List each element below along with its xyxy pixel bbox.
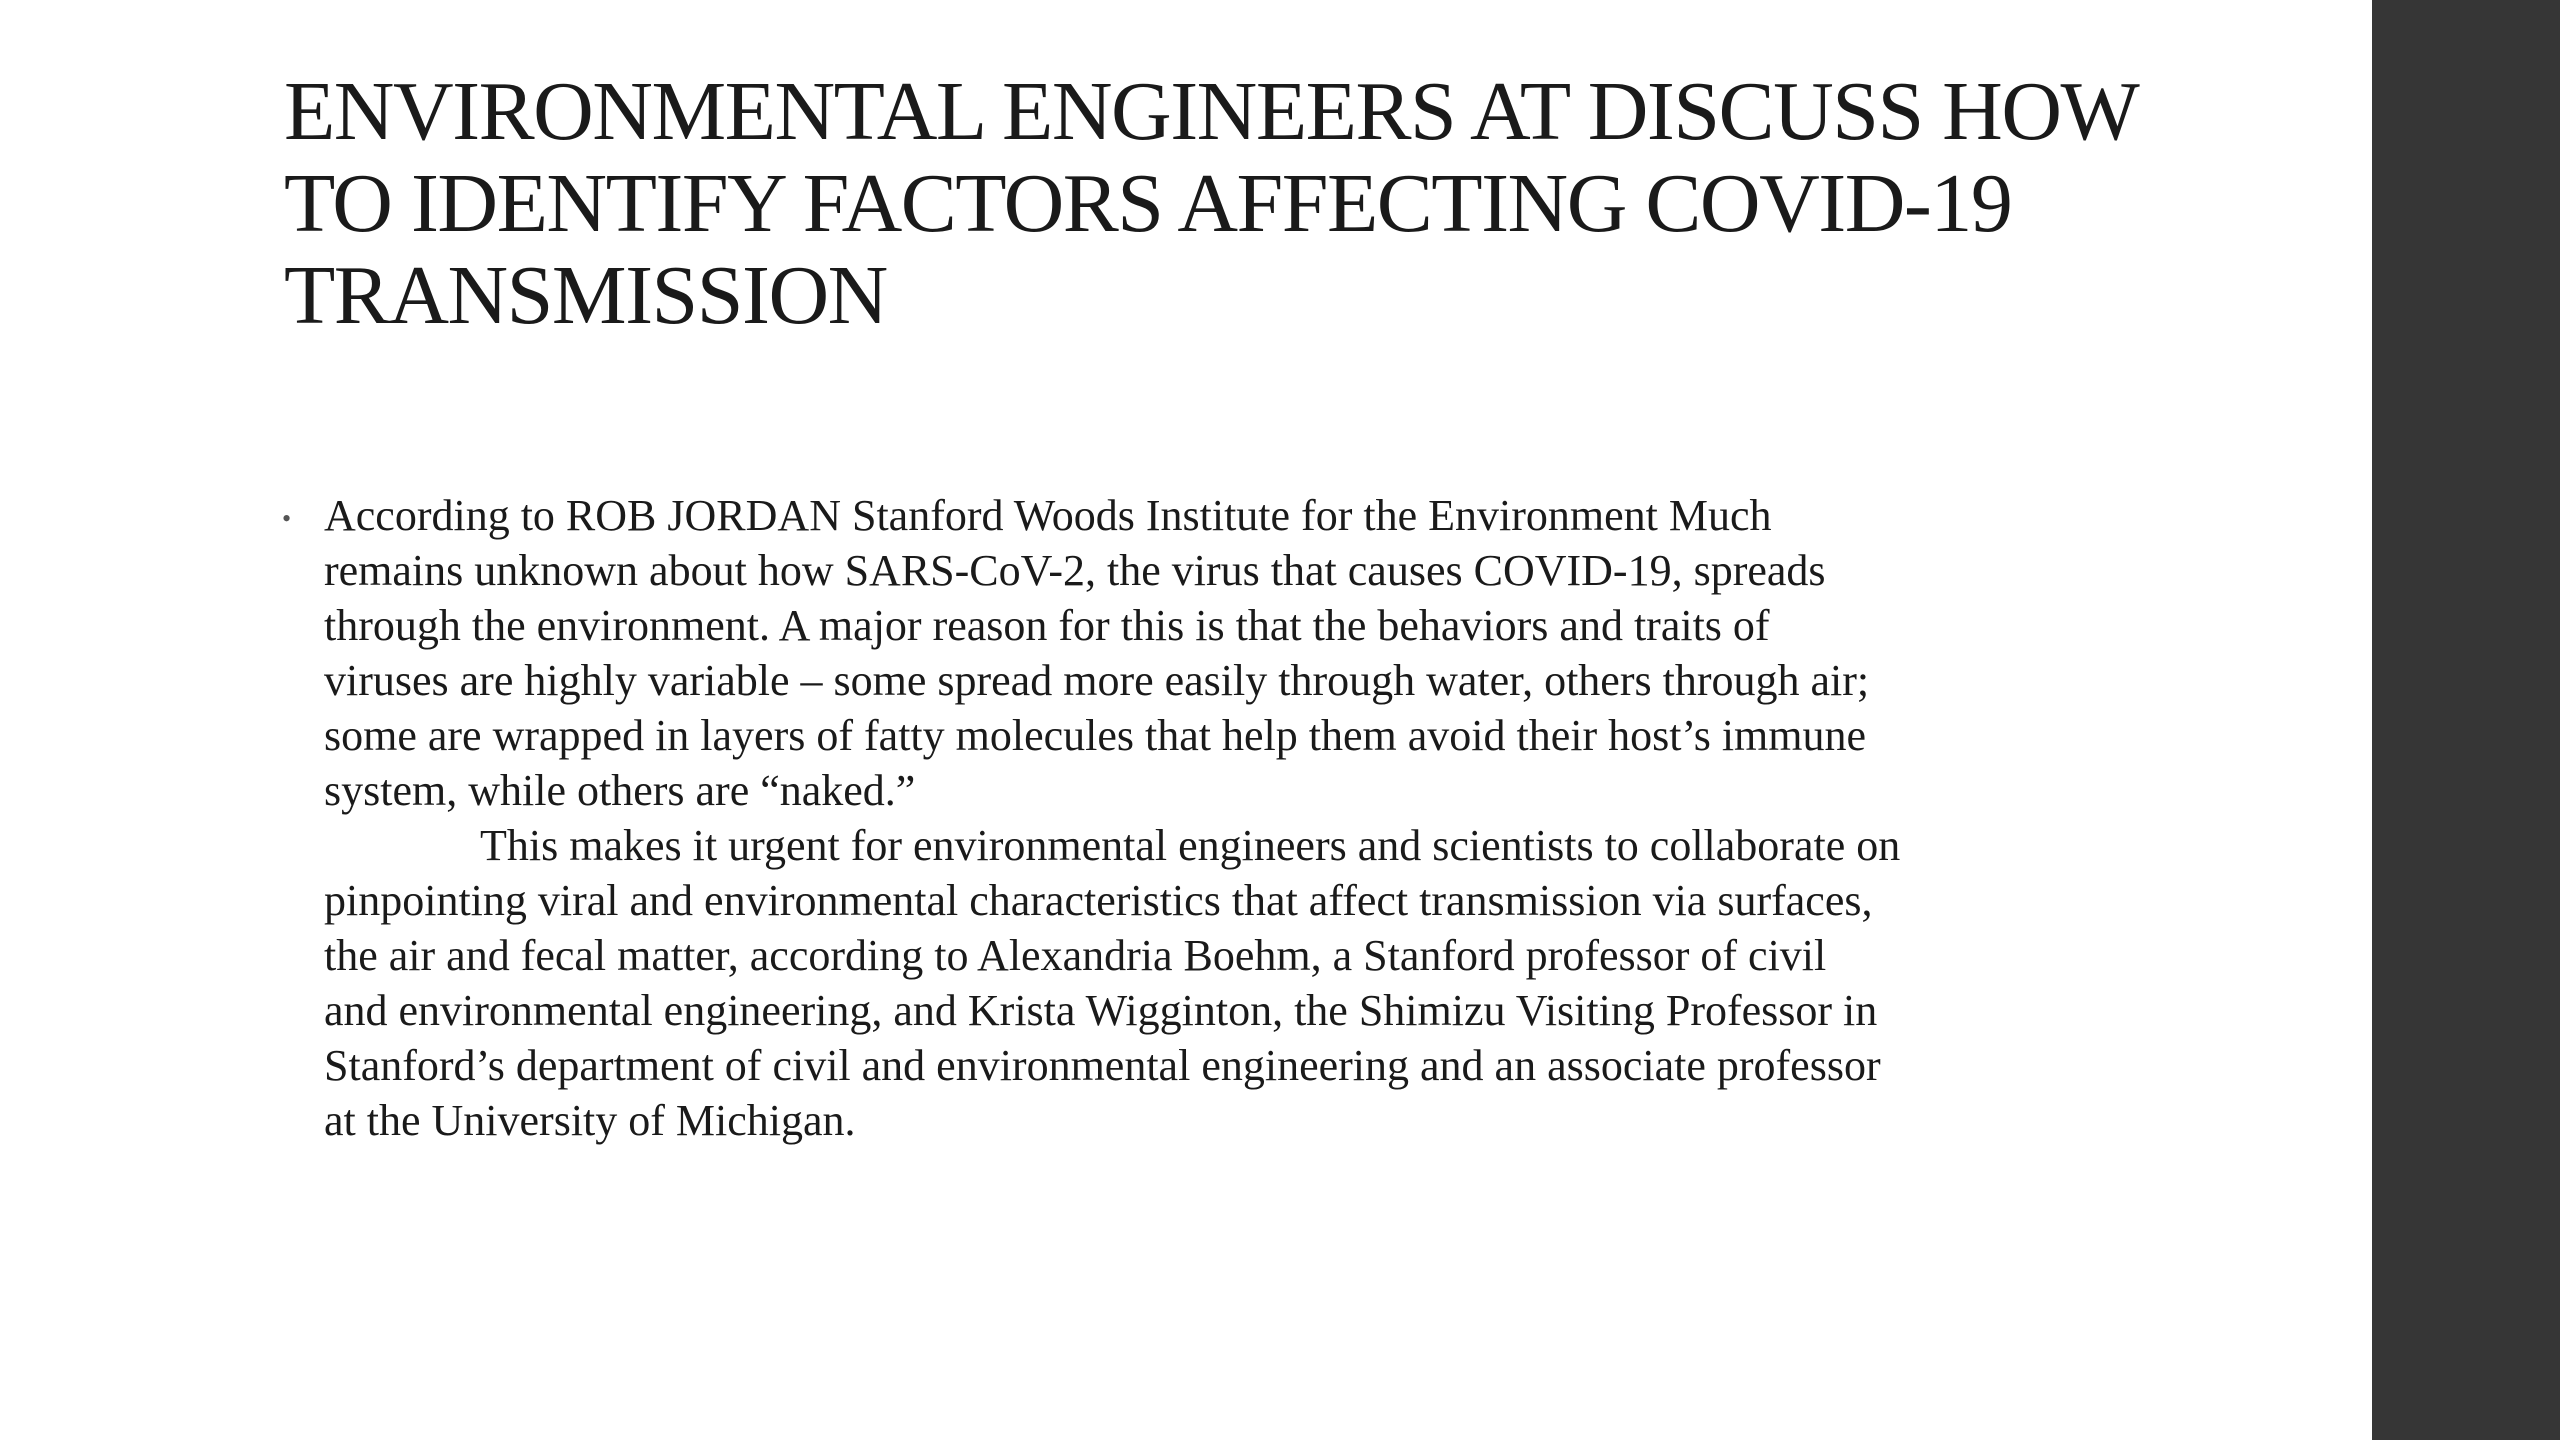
side-bar	[2372, 0, 2560, 1440]
text-line: According to ROB JORDAN Stanford Woods Institute for the Environment Much	[324, 491, 1772, 540]
title-line: TO IDENTIFY FACTORS AFFECTING COVID-19	[284, 157, 2012, 250]
bullet-item	[278, 488, 2338, 1148]
title-line: ENVIRONMENTAL ENGINEERS AT DISCUSS HOW	[284, 65, 2139, 158]
slide-body	[278, 488, 2338, 1148]
text-line: This makes it urgent for environmental engineers and scientists to collaborate on	[480, 821, 1901, 870]
text-line: through the environment. A major reason for this is that the behaviors and traits of	[324, 601, 1770, 650]
text-line: remains unknown about how SARS-CoV-2, the virus that causes COVID-19, spreads	[324, 546, 1826, 595]
text-line: Stanford’s department of civil and environmental engineering and an associate professor	[324, 1041, 1881, 1090]
text-line: some are wrapped in layers of fatty molecules that help them avoid their host’s immune	[324, 711, 1867, 760]
text-line: at the University of Michigan.	[324, 1096, 856, 1145]
slide-title	[284, 66, 2324, 342]
paragraph-first	[324, 488, 2324, 818]
text-line: pinpointing viral and environmental characteristics that affect transmission via surfaces,	[324, 876, 1873, 925]
title-line: TRANSMISSION	[284, 249, 887, 342]
text-line: the air and fecal matter, according to Alexandria Boehm, a Stanford professor of civil	[324, 931, 1827, 980]
bullet-icon: •	[282, 504, 292, 533]
paragraph-second	[324, 818, 2324, 1148]
text-line: viruses are highly variable – some spread more easily through water, others through air;	[324, 656, 1870, 705]
text-line: and environmental engineering, and Krista Wigginton, the Shimizu Visiting Professor in	[324, 986, 1878, 1035]
text-line: system, while others are “naked.”	[324, 766, 916, 815]
